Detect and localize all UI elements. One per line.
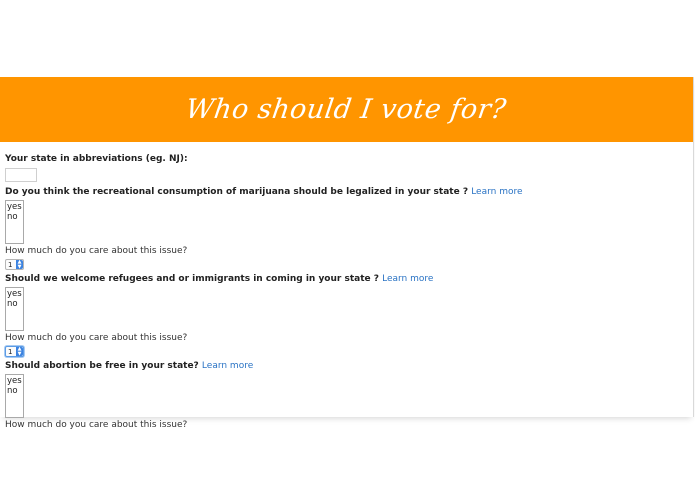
- question-marijuana: [5, 185, 688, 199]
- care-level-value: 1: [8, 260, 13, 269]
- browser-viewport: [0, 77, 694, 430]
- question-label: Do you think the recreational consumption of marijuana should be legalized in your state ?: [5, 187, 469, 197]
- question-label: Should abortion be free in your state?: [5, 361, 199, 371]
- option-no[interactable]: no: [7, 299, 18, 309]
- question-abortion: [5, 359, 688, 373]
- answer-listbox[interactable]: [5, 374, 24, 418]
- vote-form: [0, 142, 693, 432]
- option-yes[interactable]: yes: [7, 289, 22, 299]
- care-label: How much do you care about this issue?: [5, 420, 188, 430]
- question-label: Should we welcome refugees and or immigrants in coming in your state ?: [5, 274, 379, 284]
- care-label: How much do you care about this issue?: [5, 333, 188, 343]
- care-label: How much do you care about this issue?: [5, 246, 188, 256]
- care-level-select[interactable]: [5, 346, 24, 357]
- up-down-arrows-icon: ▲ ▼: [17, 346, 22, 357]
- page-title: Who should I vote for?: [184, 94, 509, 125]
- learn-more-link[interactable]: Learn more: [471, 187, 523, 197]
- option-no[interactable]: no: [7, 212, 18, 222]
- option-yes[interactable]: yes: [7, 376, 22, 386]
- answer-listbox[interactable]: [5, 287, 24, 331]
- up-down-arrows-icon: ▲ ▼: [17, 259, 22, 270]
- learn-more-link[interactable]: Learn more: [382, 274, 434, 284]
- question-refugees: [5, 272, 688, 286]
- state-label: Your state in abbreviations (eg. NJ):: [5, 154, 188, 164]
- care-level-select[interactable]: [5, 259, 24, 270]
- option-no[interactable]: no: [7, 386, 18, 396]
- header-banner: [0, 77, 693, 142]
- care-level-value: 1: [8, 347, 13, 356]
- learn-more-link[interactable]: Learn more: [201, 361, 254, 371]
- option-yes[interactable]: yes: [7, 202, 22, 212]
- answer-listbox[interactable]: [5, 200, 24, 244]
- state-input[interactable]: [5, 168, 37, 182]
